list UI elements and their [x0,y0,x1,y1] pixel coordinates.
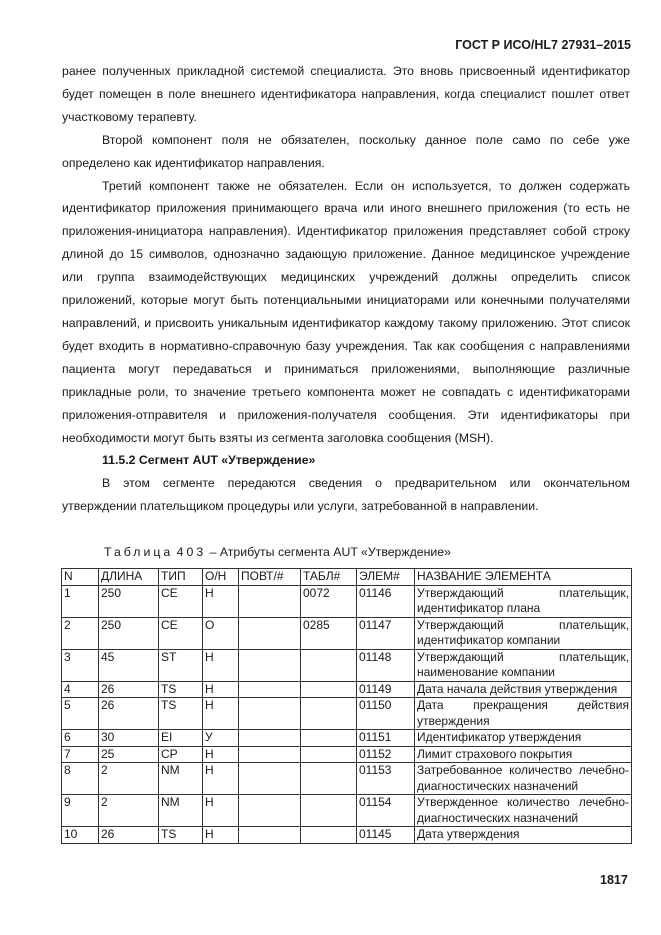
header-repeat: ПОВТ/# [239,569,301,586]
cell-type: TS [159,827,203,844]
cell-repeat [239,698,301,730]
cell-n: 6 [62,730,99,747]
cell-table [301,746,357,763]
cell-table: 0072 [301,585,357,617]
caption-number: 403 [176,545,207,559]
cell-n: 3 [62,649,99,681]
cell-length: 26 [99,827,159,844]
cell-optionality: Н [203,827,239,844]
table-header-row [62,569,632,586]
cell-element: 01154 [357,795,415,827]
paragraph-1: ранее полученных прикладной системой специалиста. Это вновь присвоенный идентификатор будет помещен в поле внешнего идентификатора направления, когда специалист пошлет ответ участковому терапевту. [62,64,630,124]
paragraph-4: В этом сегменте передаются сведения о предварительном или окончательном утверждении плательщиком процедуры или услуги, затребованной в направлении. [62,476,630,514]
cell-table [301,698,357,730]
cell-type: CP [159,746,203,763]
caption-dash: – [209,545,217,559]
cell-table [301,681,357,698]
cell-table [301,763,357,795]
cell-optionality: У [203,730,239,747]
section-title: 11.5.2 Сегмент AUT «Утверждение» [102,453,316,468]
paragraph-3: Третий компонент также не обязателен. Если он используется, то должен содержать идентификатор приложения принимающего врача или иного внешнего приложения (то есть не приложения-инициатора направления). Идентификатор приложения представляет собой строку длиной до 15 символов, однозначно задающую приложение. Данное медицинское учреждение или группа взаимодействующих медицинских учреждений должны определить список приложений, которые могут быть потенциальными инициаторами или конечными получателями направлений, и присвоить уникальным идентификатор каждому такому приложению. Этот список будет входить в нормативно-справочную базу учреждения. Так как сообщения с направлениями пациента могут передаваться и приниматься приложениями, выполняющие различные прикладные роли, то значение третьего компонента может не совпадать с идентификаторами приложения-отправителя и приложения-получателя сообщения. Эти идентификаторы при необходимости могут быть взяты из сегмента заголовка сообщения (MSH). [62,178,630,445]
cell-element-name: Лимит страхового покрытия [415,746,632,763]
cell-optionality: О [203,617,239,649]
header-element-name: НАЗВАНИЕ ЭЛЕМЕНТА [415,569,632,586]
cell-type: TS [159,698,203,730]
caption-text: Атрибуты сегмента AUT «Утверждение» [219,545,451,559]
cell-element-name: Утверждающий плательщик, идентификатор плана [415,585,632,617]
cell-repeat [239,746,301,763]
cell-length: 250 [99,617,159,649]
cell-repeat [239,617,301,649]
cell-repeat [239,795,301,827]
header-type: ТИП [159,569,203,586]
cell-type: NM [159,763,203,795]
table-row [62,730,632,747]
table-row [62,698,632,730]
cell-optionality: Н [203,698,239,730]
cell-type: NM [159,795,203,827]
cell-repeat [239,649,301,681]
cell-n: 9 [62,795,99,827]
cell-n: 10 [62,827,99,844]
page-number: 1817 [600,873,628,887]
table-row [62,795,632,827]
cell-element-name: Дата утверждения [415,827,632,844]
cell-length: 45 [99,649,159,681]
cell-element: 01153 [357,763,415,795]
cell-n: 2 [62,617,99,649]
cell-table [301,827,357,844]
cell-n: 4 [62,681,99,698]
cell-element: 01148 [357,649,415,681]
table-row [62,585,632,617]
cell-repeat [239,585,301,617]
cell-element-name: Утвержденное количество лечебно-диагностических назначений [415,795,632,827]
table-row [62,746,632,763]
cell-n: 1 [62,585,99,617]
cell-table [301,795,357,827]
cell-element-name: Дата начала действия утверждения [415,681,632,698]
cell-repeat [239,681,301,698]
header-table: ТАБЛ# [301,569,357,586]
cell-element-name: Затребованное количество лечебно-диагностических назначений [415,763,632,795]
cell-element: 01145 [357,827,415,844]
header-optionality: О/Н [203,569,239,586]
cell-element-name: Идентификатор утверждения [415,730,632,747]
cell-length: 25 [99,746,159,763]
cell-repeat [239,730,301,747]
cell-length: 26 [99,681,159,698]
cell-type: ST [159,649,203,681]
header-n: N [62,569,99,586]
cell-optionality: Н [203,681,239,698]
header-length: ДЛИНА [99,569,159,586]
cell-n: 8 [62,763,99,795]
table-row [62,681,632,698]
cell-element: 01147 [357,617,415,649]
cell-type: CE [159,585,203,617]
cell-type: CE [159,617,203,649]
table-caption [104,545,451,559]
cell-optionality: Н [203,746,239,763]
cell-element: 01151 [357,730,415,747]
cell-table [301,730,357,747]
caption-word: Таблица [104,545,174,559]
body-text [62,60,630,518]
document-header: ГОСТ Р ИСО/HL7 27931–2015 [455,38,631,52]
cell-length: 250 [99,585,159,617]
cell-element: 01152 [357,746,415,763]
table-body [62,585,632,843]
cell-element: 01146 [357,585,415,617]
table-row [62,649,632,681]
cell-element-name: Утверждающий плательщик, идентификатор компании [415,617,632,649]
cell-length: 2 [99,795,159,827]
cell-type: EI [159,730,203,747]
cell-element: 01149 [357,681,415,698]
cell-element-name: Утверждающий плательщик, наименование компании [415,649,632,681]
cell-length: 30 [99,730,159,747]
cell-optionality: Н [203,763,239,795]
cell-n: 7 [62,746,99,763]
cell-element: 01150 [357,698,415,730]
cell-repeat [239,827,301,844]
cell-length: 2 [99,763,159,795]
cell-type: TS [159,681,203,698]
cell-optionality: Н [203,585,239,617]
table-row [62,617,632,649]
header-element: ЭЛЕМ# [357,569,415,586]
cell-optionality: Н [203,649,239,681]
cell-element-name: Дата прекращения действия утверждения [415,698,632,730]
paragraph-2: Второй компонент поля не обязателен, поскольку данное поле само по себе уже определено как идентификатор направления. [62,132,630,170]
cell-table [301,649,357,681]
cell-n: 5 [62,698,99,730]
cell-length: 26 [99,698,159,730]
table-row [62,827,632,844]
attributes-table [61,568,632,844]
table-row [62,763,632,795]
cell-repeat [239,763,301,795]
cell-table: 0285 [301,617,357,649]
cell-optionality: Н [203,795,239,827]
